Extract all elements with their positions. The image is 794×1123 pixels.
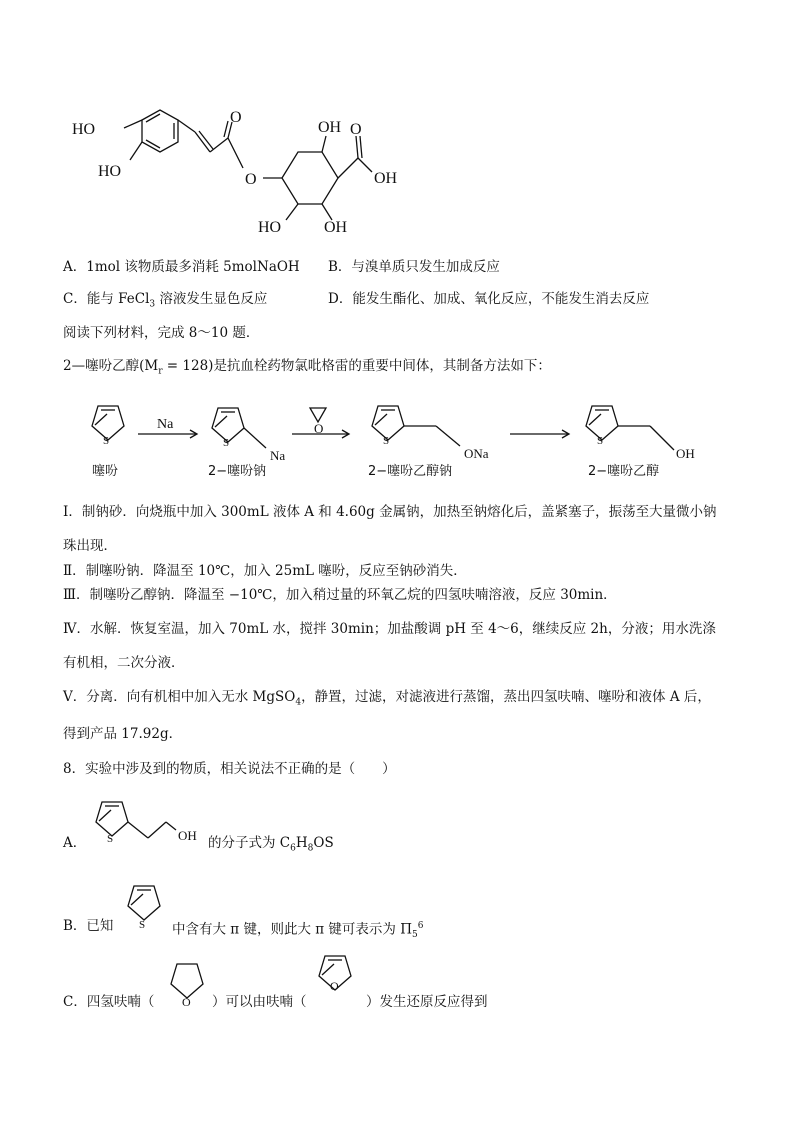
q8-c-furan [306,944,366,1004]
material-intro: 2—噻吩乙醇$(M_r = 128)$是抗血栓药物氯吡格雷的重要中间体，其制备方法如下： [63,358,551,377]
label-ho-3: HO [258,219,282,236]
scheme-na-2: Na [270,448,286,463]
q8-a-oh: OH [178,828,197,843]
scheme-ona: ONa [464,446,489,461]
step-3: Ⅲ．制噻吩乙醇钠．降温至 −10℃，加入稍过量的环氧乙烷的四氢呋喃溶液，反应 30min． [63,587,617,603]
step-1-line-1: Ⅰ．制钠砂．向烧瓶中加入 300mL 液体 A 和 4.60g 金属钠，加热至钠熔化后，盖紧塞子，振荡至大量微小钠 [63,504,717,520]
q8-option-c-mid: ）可以由呋喃（ [212,994,307,1010]
label-ester-o: O [245,171,257,188]
label-oh-4: OH [324,219,348,236]
label-cooh-oh: OH [374,170,398,187]
label-oh-top: OH [318,119,342,136]
chlorogenic-acid-structure [60,108,420,236]
caption-thiophene-ethanol: 2−噻吩乙醇 [588,464,660,479]
q8-option-b-text: 中含有大 π 键，则此大 π 键可表示为 $\Pi_5^6$ [172,921,424,941]
q8-b-thiophene [118,876,172,932]
step-1-line-2: 珠出现． [63,538,117,554]
q8-c-furan-o: O [330,979,339,993]
q8-option-a-text: 的分子式为 $C_6H_8OS$ [208,835,334,854]
scheme-s-3: S [383,435,390,447]
q8-a-structure [88,790,210,854]
caption-thienyl-sodium: 2−噻吩钠 [208,464,267,479]
q8-option-b-label: B．已知 [63,918,114,934]
q8-option-c-pre: C．四氢呋喃（ [63,994,155,1010]
q7-option-d: D．能发生酯化、加成、氧化反应，不能发生消去反应 [328,291,650,307]
scheme-epoxide-o: O [314,421,324,436]
scheme-s-1: S [103,435,110,447]
q8-stem: 8．实验中涉及到的物质，相关说法不正确的是（ ） [63,761,396,777]
label-carbonyl-o: O [230,109,242,126]
step-5-line-2: 得到产品 17.92g． [63,726,183,742]
scheme-na-reagent: Na [157,417,174,432]
q7-option-c: C．能与 FeCl$_3$ 溶液发生显色反应 [63,291,268,310]
scheme-s-4: S [597,435,604,447]
q8-a-s: S [107,833,114,845]
caption-thiophene: 噻吩 [92,464,119,479]
step-5-line-1: Ⅴ．分离．向有机相中加入无水 MgSO$_4$，静置，过滤，对滤液进行蒸馏，蒸出四氢呋喃、噻吩和液体 A 后， [63,689,711,708]
step-2: Ⅱ．制噻吩钠．降温至 10℃，加入 25mL 噻吩，反应至钠砂消失． [63,563,467,579]
q8-option-c-post: ）发生还原反应得到 [366,994,488,1010]
q7-option-a: A．1mol 该物质最多消耗 5molNaOH [63,259,300,275]
q8-b-s: S [139,919,146,931]
scheme-s-2: S [223,437,230,449]
caption-thiophene-ethoxide: 2−噻吩乙醇钠 [368,464,453,479]
scheme-oh: OH [676,446,695,461]
label-acid-o: O [350,121,362,138]
label-ho-2: HO [98,163,122,180]
q8-c-thf-o: O [182,995,191,1009]
label-ho-1: HO [72,121,96,138]
q8-option-a-label: A． [63,835,87,851]
q7-option-b: B．与溴单质只发生加成反应 [328,259,500,275]
step-4-line-1: Ⅳ．水解．恢复室温，加入 70mL 水，搅拌 30min；加盐酸调 pH 至 4～6，继续反应 2h，分液；用水洗涤 [63,621,716,637]
q8-c-thf [160,952,216,1010]
step-4-line-2: 有机相，二次分液． [63,655,185,671]
reading-intro: 阅读下列材料，完成 8～10 题． [63,325,260,341]
